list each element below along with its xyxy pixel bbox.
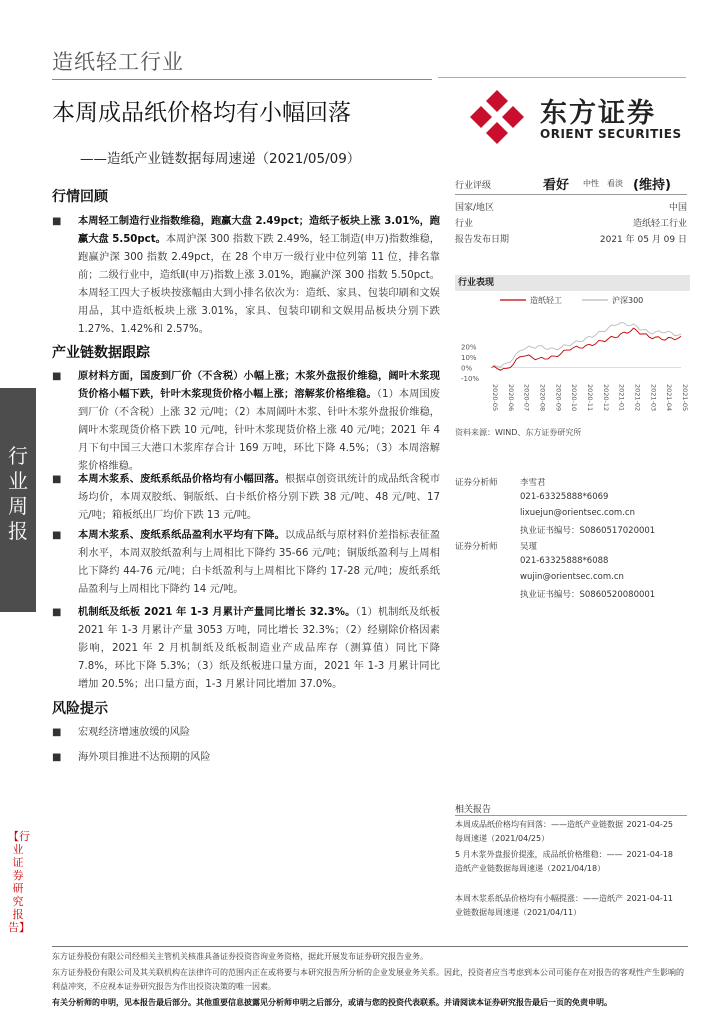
performance-heading: 行业表现	[455, 275, 690, 291]
y-tick-label: 10%	[461, 353, 477, 362]
heading-market-review: 行情回顾	[52, 189, 108, 205]
analyst-block: 证券分析师 李雪君 021-63325888*6069 lixuejun@orientsec.com.cn 执业证书编号：S0860517020001 证券分析师 吴瑾 021-63325888*6088 wujin@orientsec.com.cn 执业证书编号：S0860520080001	[455, 478, 656, 600]
logo-text-cn: 东方证券	[540, 98, 656, 129]
risk-item: ■ 宏观经济增速放缓的风险	[52, 724, 440, 742]
legend-label: 沪深300	[612, 296, 644, 305]
sidebar-report-type: 行业周报	[8, 444, 28, 543]
analyst-name: 吴瑾	[520, 542, 538, 552]
bullet-raw-materials: ■ 原材料方面，国废到厂价（不含税）小幅上涨；木浆外盘报价维稳，阔叶木浆现货价格小幅下跌，针叶木浆现货价格小幅上涨；溶解浆价格维稳。（1）本周国废到厂价（不含税）上涨 32 元/吨；（2）本周阔叶木浆、针叶木浆外盘报价维稳，阔叶木浆现货价格下跌 10 元/吨，针叶木浆现货价格上涨 40 元/吨；2021 年 4 月下旬中国三大港口木浆库存合计 169 万吨，环比下降 4.5%；（3）本周溶解浆价格维稳。	[52, 368, 440, 476]
rating-row-industry: 行业 造纸轻工行业	[455, 219, 687, 229]
x-tick-label: 2021-02	[633, 384, 642, 412]
analyst-license: 执业证书编号：S0860520080001	[520, 590, 656, 600]
header-divider	[52, 79, 432, 80]
performance-chart	[455, 292, 687, 420]
bullet-dot-icon: ■	[52, 607, 62, 618]
bullet-market-review: ■ 本周轻工制造行业指数维稳，跑赢大盘 2.49pct；造纸子板块上涨 3.01%，跑赢大盘 5.50pct。本周沪深 300 指数下跌 2.49%，轻工制造(申万)指数维稳，跑赢沪深 300 指数 2.49pct，在 28 个申万一级行业中位列第 11 位，排名靠前；二级行业中，造纸Ⅱ(申万)指数上涨 3.01%，跑赢沪深 300 指数 5.50pct。本周轻工四大子板块按涨幅由大到小排名依次为：造纸、家具、包装印刷和文娱用品，其中造纸板块上涨 3.01%，家具、包装印刷和文娱用品板块分别下跌 1.27%、1.42%和 2.57%。	[52, 213, 440, 339]
related-report[interactable]: 本周成品纸价格均有回落：——造纸产业链数据每周速递（2021/04/25） 2021-04-25	[455, 820, 673, 843]
bullet-dot-icon: ■	[52, 727, 62, 738]
orient-logo-icon	[468, 88, 526, 146]
x-tick-label: 2020-05	[491, 384, 499, 412]
rating-panel	[455, 170, 687, 270]
footer-disclaimer-2: 东方证券股份有限公司及其关联机构在法律许可的范围内正在或将要与本研究报告所分析的企业发展业务关系。因此，投资者应当考虑到本公司可能存在对报告的客观性产生影响的利益冲突，不应视本证券研究报告为作出投资决策的唯一因素。	[52, 968, 684, 991]
bullet-profitability: ■ 本周木浆系、废纸系纸品盈利水平均有下降。以成品纸与原材料价差指标表征盈利水平，本周双胶纸盈利与上周相比下降约 35-66 元/吨；铜版纸盈利与上周相比下降约 44-76 元/吨；白卡纸盈利与上周相比下降约 17-28 元/吨；废纸系纸品盈利与上周相比下降约 14 元/吨。	[52, 527, 440, 599]
analyst-license: 执业证书编号：S0860517020001	[520, 526, 656, 536]
x-tick-label: 2021-03	[649, 384, 658, 412]
analyst-name: 李雪君	[520, 478, 546, 488]
rating-row: 行业评级 看好 中性 看淡 (维持)	[455, 174, 687, 196]
x-tick-label: 2021-04	[665, 384, 674, 412]
related-report[interactable]: 本周木浆系纸品价格均有小幅提涨：——造纸产业链数据每周速递（2021/04/11） 2021-04-11	[455, 894, 673, 917]
heading-risk: 风险提示	[52, 701, 108, 717]
risk-item: ■ 海外项目推进不达预期的风险	[52, 749, 440, 767]
legend-label: 造纸轻工	[530, 296, 562, 305]
header-divider-right	[438, 77, 686, 78]
x-tick-label: 2020-06	[506, 384, 515, 412]
x-tick-label: 2021-05	[681, 384, 689, 412]
related-report[interactable]: 5 月木浆外盘报价提涨，成品纸价格维稳：——造纸产业链数据每周速递（2021/04/18） 2021-04-18	[455, 850, 673, 873]
sidebar-vertical-label: 【行业 证券研究报告】	[8, 830, 30, 934]
analyst-email[interactable]: lixuejun@orientsec.com.cn	[520, 508, 635, 518]
chart-source: 资料来源：WIND、东方证券研究所	[455, 428, 582, 437]
bullet-paper-prices: ■ 本周木浆系、废纸系纸品价格均有小幅回落。根据卓创资讯统计的成品纸含税市场均价，本周双胶纸、铜版纸、白卡纸价格分别下跌 38 元/吨、48 元/吨、17 元/吨；箱板纸出厂均价下跌 13 元/吨。	[52, 471, 440, 525]
bullet-dot-icon: ■	[52, 371, 62, 382]
bullet-dot-icon: ■	[52, 474, 62, 485]
x-tick-label: 2020-10	[570, 384, 579, 412]
analyst-phone: 021-63325888*6069	[520, 492, 609, 502]
bullet-dot-icon: ■	[52, 216, 62, 227]
footer-disclaimer-3: 有关分析师的申明，见本报告最后部分。其他重要信息披露见分析师申明之后部分，或请与您的投资代表联系。并请阅读本证券研究报告最后一页的免责申明。	[52, 998, 612, 1007]
footer-disclaimer-1: 东方证券股份有限公司经相关主管机关核准具备证券投资咨询业务资格，据此开展发布证券研究报告业务。	[52, 952, 428, 961]
rating-value: 看好	[543, 178, 570, 193]
logo-text-en: ORIENT SECURITIES	[540, 127, 682, 141]
report-subtitle: ——造纸产业链数据每周速递（2021/05/09）	[80, 151, 361, 167]
heading-chain: 产业链数据跟踪	[52, 345, 150, 361]
x-tick-label: 2020-12	[601, 384, 610, 412]
related-heading: 相关报告	[455, 805, 492, 815]
bullet-dot-icon: ■	[52, 530, 62, 541]
analyst-phone: 021-63325888*6088	[520, 556, 609, 566]
x-tick-label: 2020-09	[554, 384, 563, 412]
x-tick-label: 2020-08	[538, 384, 547, 412]
sector-title: 造纸轻工行业	[52, 50, 184, 74]
x-tick-label: 2021-01	[617, 384, 626, 412]
x-tick-label: 2020-11	[586, 384, 594, 412]
y-tick-label: 0%	[461, 364, 473, 373]
bullet-dot-icon: ■	[52, 752, 62, 763]
rating-row-country: 国家/地区 中国	[455, 203, 687, 213]
analyst-email[interactable]: wujin@orientsec.com.cn	[520, 572, 624, 582]
bullet-output: ■ 机制纸及纸板 2021 年 1-3 月累计产量同比增长 32.3%。（1）机制纸及纸板 2021 年 1-3 月累计产量 3053 万吨，同比增长 32.3%；（2）经剔除价格因素影响，2021 年 2 月机制纸及纸板制造业产成品库存（测算值）同比下降 7.8%，环比下降 5.3%；（3）纸及纸板进口量方面，2021 年 1-3 月累计同比增加 20.5%；出口量方面，1-3 月累计同比增加 37.0%。	[52, 604, 440, 694]
y-tick-label: -10%	[461, 375, 480, 383]
y-tick-label: 20%	[461, 343, 477, 352]
rating-row-date: 报告发布日期 2021 年 05 月 09 日	[455, 235, 687, 245]
x-tick-label: 2020-07	[522, 384, 531, 412]
report-title: 本周成品纸价格均有小幅回落	[52, 100, 351, 126]
